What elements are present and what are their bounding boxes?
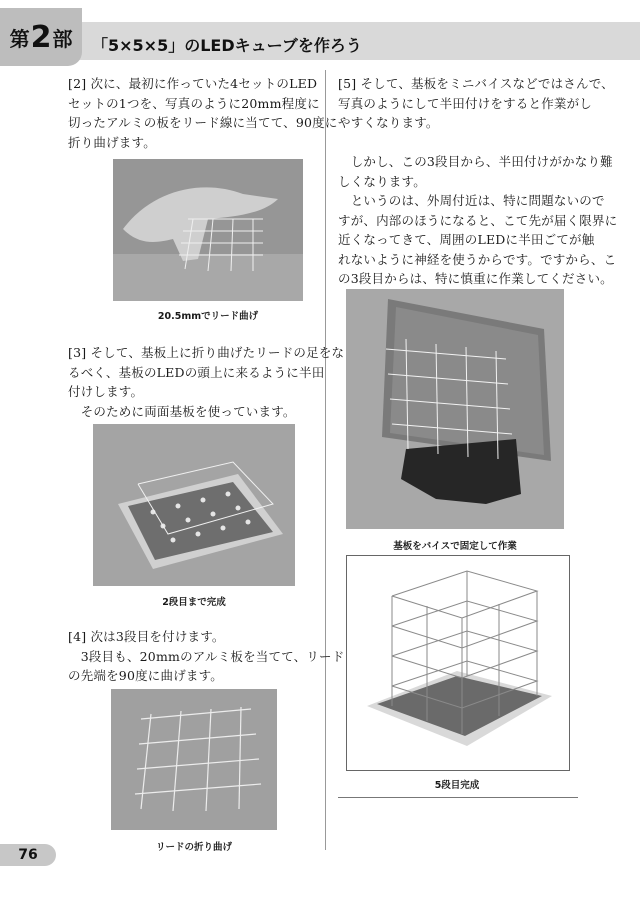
photo-bent-leads	[111, 689, 277, 830]
photo-five-layers-complete	[346, 555, 570, 771]
photo-1-caption: 20.5mmでリード曲げ	[157, 311, 259, 322]
text-line: しかし、この3段目から、半田付けがかなり難	[338, 154, 613, 169]
text-line: [5] そして、基板をミニバイスなどではさんで、	[338, 76, 614, 91]
column-divider	[325, 70, 326, 850]
photo-4-caption: 基板をバイスで固定して作業	[393, 541, 517, 552]
text-line: [3] そして、基板上に折り曲げたリードの足をな	[68, 345, 345, 360]
text-line: 折り曲げます。	[68, 134, 156, 150]
photo-5-caption: 5段目完成	[434, 780, 480, 791]
text-line: 写真のようにして半田付けをすると作業がし	[338, 95, 593, 111]
part-label	[0, 8, 82, 66]
section-end-rule	[338, 797, 578, 798]
text-line: [4] 次は3段目を付けます。	[68, 629, 225, 644]
part-prefix: 第	[9, 26, 30, 51]
photo-bending-leads	[113, 159, 303, 301]
photo-2-caption: 2段目まで完成	[162, 597, 226, 608]
text-line: しくなります。	[338, 173, 426, 189]
text-line: すが、内部のほうになると、こて先が届く限界に	[338, 212, 618, 228]
text-line: の先端を90度に曲げます。	[68, 668, 224, 683]
step-4-paragraph	[68, 627, 344, 686]
photo-two-layers-complete	[93, 424, 295, 586]
text-line: 近くなってきて、周囲のLEDに半田ごてが触	[338, 232, 595, 247]
text-line: 切ったアルミの板をリード線に当てて、90度に	[68, 115, 338, 130]
text-line: そのために両面基板を使っています。	[68, 403, 296, 419]
part-suffix: 部	[52, 26, 73, 51]
photo-vise-soldering	[346, 289, 564, 529]
text-line: [2] 次に、最初に作っていた4セットのLED	[68, 76, 318, 91]
text-line: れないように神経を使うからです。ですから、こ	[338, 251, 617, 267]
photo-3-caption: リードの折り曲げ	[155, 842, 232, 853]
page-number-tab	[0, 844, 56, 866]
text-line: の3段目からは、特に慎重に作業してください。	[338, 271, 613, 286]
text-line: 3段目も、20mmのアルミ板を当てて、リード	[68, 648, 345, 664]
step-2-paragraph	[68, 74, 338, 152]
text-line: セットの1つを、写真のように20mm程度に	[68, 95, 320, 111]
caution-paragraph	[338, 152, 617, 289]
part-number: 2	[30, 19, 52, 55]
text-line: るべく、基板のLEDの頭上に来るように半田	[68, 364, 325, 380]
text-line: 付けします。	[68, 384, 144, 399]
chapter-title: 「5×5×5」のLEDキューブを作ろう	[92, 36, 362, 55]
page-number: 76	[18, 847, 38, 863]
text-line: というのは、外周付近は、特に問題ないので	[338, 193, 605, 208]
step-5-paragraph	[338, 74, 614, 133]
text-line: やすくなります。	[338, 115, 439, 130]
step-3-paragraph	[68, 343, 344, 421]
